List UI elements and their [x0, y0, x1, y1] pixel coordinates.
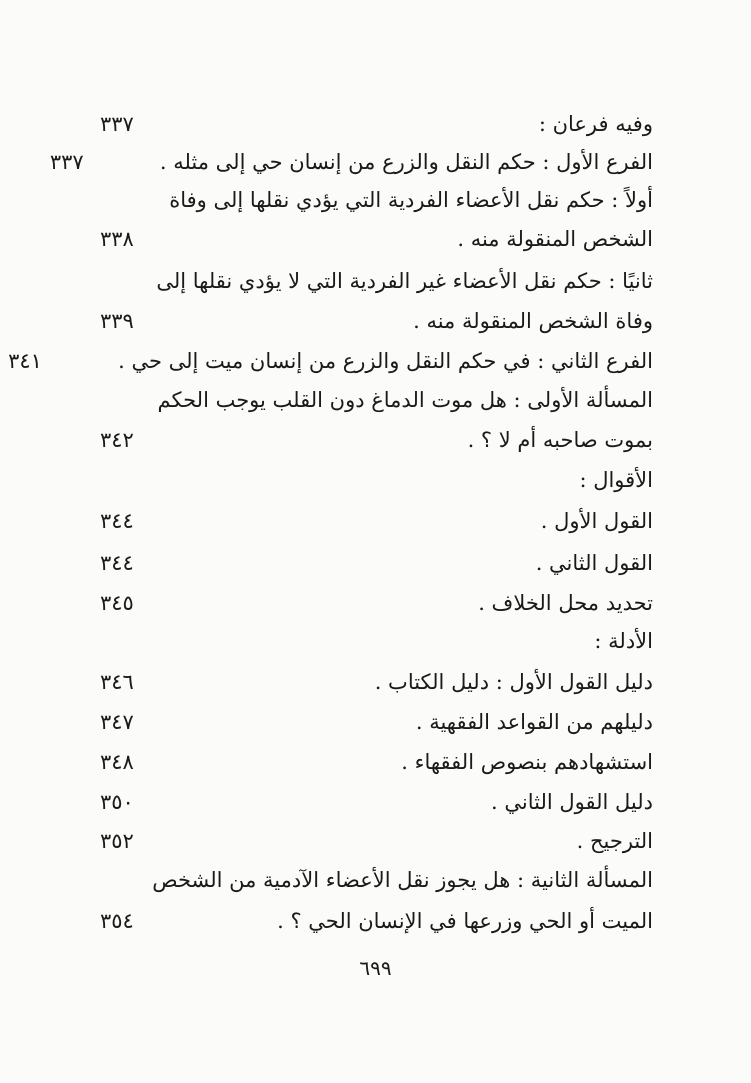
entry-text: الفرع الأول : حكم النقل والزرع من إنسان حي إلى مثله .: [159, 150, 653, 174]
toc-entry: [100, 503, 653, 539]
entry-text: الأدلة :: [594, 629, 653, 653]
toc-entry: [8, 343, 653, 379]
entry-text: ثانيًا : حكم نقل الأعضاء غير الفردية التي لا يؤدي نقلها إلى: [156, 269, 653, 293]
entry-page-number: ٣٣٧: [49, 150, 84, 174]
entry-page-number: ٣٣٩: [100, 309, 134, 333]
entry-text: بموت صاحبه أم لا ؟ .: [467, 428, 653, 452]
toc-entry: [100, 664, 653, 700]
toc-section-heading: [100, 462, 653, 498]
entry-page-number: ٣٥٢: [100, 829, 134, 853]
toc-entry: [100, 903, 653, 939]
toc-entry: [100, 585, 653, 621]
toc-entry: [100, 263, 653, 299]
page-number: ٦٩٩: [359, 956, 392, 980]
entry-text: المسألة الأولى : هل موت الدماغ دون القلب يوجب الحكم: [157, 388, 653, 412]
entry-text: القول الثاني .: [535, 551, 653, 575]
entry-page-number: ٣٤٧: [100, 710, 134, 734]
entry-text: الشخص المنقولة منه .: [457, 227, 653, 251]
entry-text: الترجيح .: [576, 829, 653, 853]
entry-page-number: ٣٥٤: [100, 909, 134, 933]
toc-entry: [100, 106, 653, 142]
entry-text: الميت أو الحي وزرعها في الإنسان الحي ؟ .: [277, 909, 653, 933]
entry-page-number: ٣٣٧: [100, 112, 134, 136]
entry-text: القول الأول .: [540, 509, 653, 533]
entry-page-number: ٣٣٨: [100, 227, 134, 251]
entry-text: وفيه فرعان :: [538, 112, 653, 136]
toc-entry: [100, 704, 653, 740]
toc-entry: [100, 862, 653, 898]
entry-page-number: ٣٤٥: [100, 591, 134, 615]
toc-entry: [100, 422, 653, 458]
toc-entry: [49, 144, 653, 180]
entry-page-number: ٣٤٢: [100, 428, 134, 452]
entry-text: الأقوال :: [579, 468, 653, 492]
toc-entry: [100, 182, 653, 218]
entry-page-number: ٣٥٠: [100, 790, 134, 814]
entry-page-number: ٣٤٨: [100, 750, 134, 774]
entry-page-number: ٣٤١: [8, 349, 42, 373]
toc-entry: [100, 744, 653, 780]
entry-text: استشهادهم بنصوص الفقهاء .: [401, 750, 653, 774]
entry-text: تحديد محل الخلاف .: [478, 591, 653, 615]
entry-text: المسألة الثانية : هل يجوز نقل الأعضاء الآدمية من الشخص: [152, 868, 653, 892]
toc-section-heading: [100, 623, 653, 659]
entry-page-number: ٣٤٦: [100, 670, 134, 694]
entry-text: دليل القول الأول : دليل الكتاب .: [374, 670, 653, 694]
toc-entry: [100, 823, 653, 859]
toc-entry: [100, 221, 653, 257]
entry-text: وفاة الشخص المنقولة منه .: [413, 309, 653, 333]
toc-entry: [100, 382, 653, 418]
toc-entry: [100, 545, 653, 581]
entry-text: الفرع الثاني : في حكم النقل والزرع من إنسان ميت إلى حي .: [118, 349, 653, 373]
entry-text: دليل القول الثاني .: [491, 790, 653, 814]
entry-page-number: ٣٤٤: [100, 551, 134, 575]
entry-text: دليلهم من القواعد الفقهية .: [415, 710, 653, 734]
toc-entry: [100, 303, 653, 339]
toc-entry: [100, 784, 653, 820]
entry-page-number: ٣٤٤: [100, 509, 134, 533]
entry-text: أولاً : حكم نقل الأعضاء الفردية التي يؤدي نقلها إلى وفاة: [169, 188, 653, 212]
